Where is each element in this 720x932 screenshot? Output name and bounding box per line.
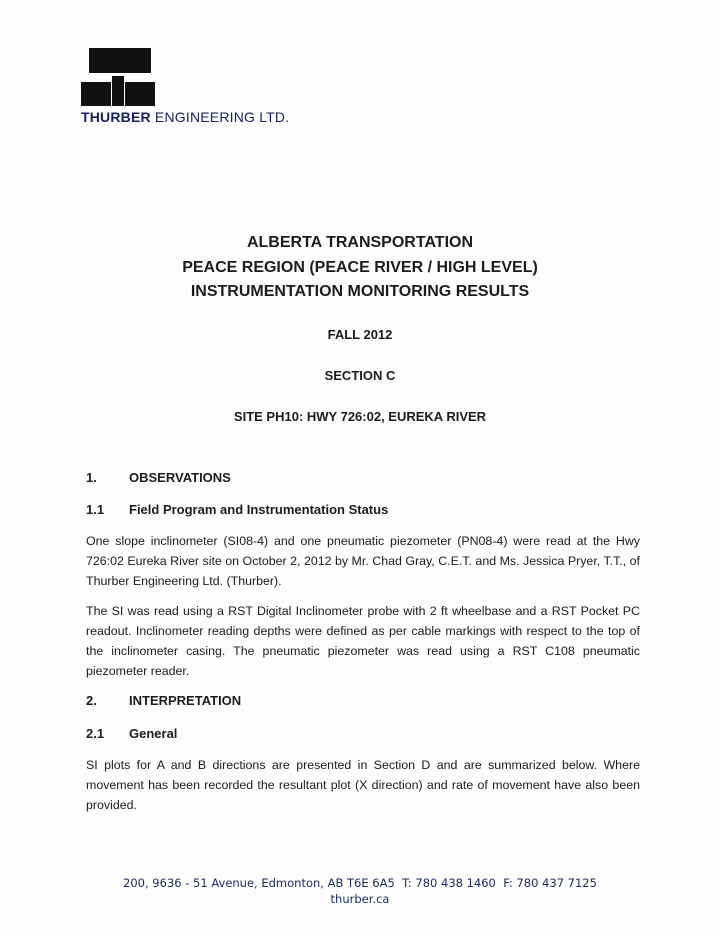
heading-general (86, 726, 177, 741)
heading-title: General (129, 726, 178, 741)
heading-number: 2. (86, 693, 97, 708)
company-name (81, 109, 289, 125)
title-line-3: INSTRUMENTATION MONITORING RESULTS (190, 283, 530, 300)
paragraph-field-program: One slope inclinometer (SI08-4) and one pneumatic piezometer (PN08-4) were read at the Hwy 726:02 Eureka River site on October 2, 2012 by Mr. Chad Gray, C.E.T. and Ms. Jessica Pryer, T.T., of Thurber Engineering Ltd. (Thurber). (86, 534, 640, 588)
paragraph-si-reading: The SI was read using a RST Digital Inclinometer probe with 2 ft wheelbase and a RST Pocket PC readout. Inclinometer reading depths were defined as per cable markings with respect to the top of the inclinometer casing. The pneumatic piezometer was read using a RST C108 pneumatic piezometer reader. (86, 604, 640, 678)
company-name-rest: ENGINEERING LTD. (150, 109, 290, 125)
heading-number: 1.1 (86, 502, 105, 517)
footer-address: 200, 9636 - 51 Avenue, Edmonton, AB T6E 6A5 (123, 876, 395, 890)
footer-website[interactable]: thurber.ca (330, 892, 390, 906)
company-name-bold: THURBER (81, 109, 151, 125)
heading-observations (86, 470, 231, 485)
phone-label: T: (402, 876, 412, 890)
heading-title: OBSERVATIONS (129, 470, 231, 485)
footer-fax: 780 437 7125 (516, 876, 597, 890)
paragraph-general: SI plots for A and B directions are presented in Section D and are summarized below. Where movement has been recorded the resultant plot (X direction) and rate of movement have also been provided. (86, 758, 640, 812)
section-heading: SECTION C (324, 368, 396, 383)
heading-interpretation (86, 693, 241, 708)
title-line-1: ALBERTA TRANSPORTATION (246, 234, 474, 251)
season-heading: FALL 2012 (327, 327, 393, 342)
heading-number: 1. (86, 470, 97, 485)
heading-field-program (86, 502, 388, 517)
fax-label: F: (503, 876, 513, 890)
footer-phone: 780 438 1460 (415, 876, 496, 890)
site-heading: SITE PH10: HWY 726:02, EUREKA RIVER (233, 409, 487, 424)
title-line-2: PEACE REGION (PEACE RIVER / HIGH LEVEL) (182, 259, 538, 276)
heading-number: 2.1 (86, 726, 105, 741)
footer-contact (0, 876, 720, 890)
heading-title: Field Program and Instrumentation Status (129, 502, 389, 517)
heading-title: INTERPRETATION (129, 693, 242, 708)
